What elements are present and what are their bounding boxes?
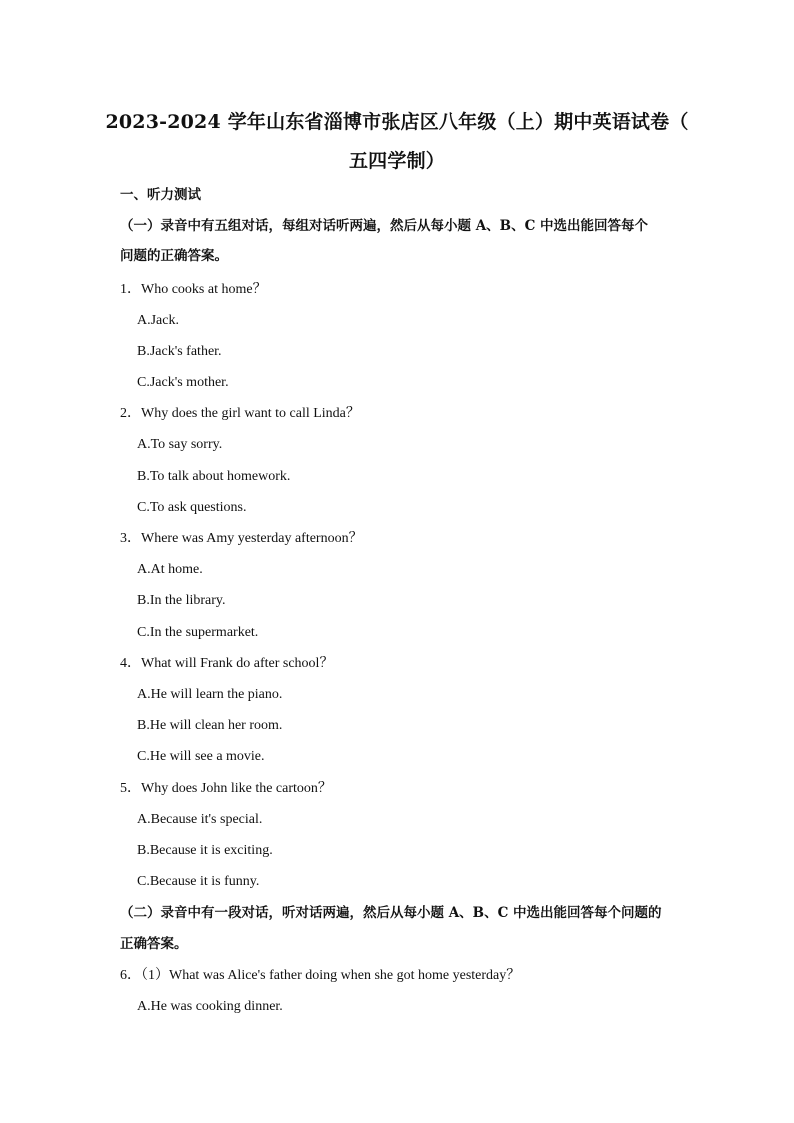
part2-instruction-cont: 正确答案。 [120, 936, 188, 952]
question-3: 3．Where was Amy yesterday afternoon？ [120, 531, 363, 546]
part1-instruction-cont: 问题的正确答案。 [120, 248, 228, 264]
question-2-option-b: B.To talk about homework. [137, 469, 291, 484]
question-2: 2．Why does the girl want to call Linda？ [120, 406, 360, 421]
question-3-option-b: B.In the library. [137, 593, 226, 608]
question-4-option-c: C.He will see a movie. [137, 749, 265, 764]
question-6: 6．（1）What was Alice's father doing when she got home yesterday？ [120, 968, 521, 983]
exam-title-line1: 2023-2024 学年山东省淄博市张店区八年级（上）期中英语试卷（ [105, 111, 689, 133]
question-2-option-c: C.To ask questions. [137, 500, 247, 515]
question-4-option-a: A.He will learn the piano. [137, 687, 283, 702]
part1-instruction: （一）录音中有五组对话，每组对话听两遍，然后从每小题 A、B、C 中选出能回答每个 [120, 218, 649, 234]
question-3-option-c: C.In the supermarket. [137, 625, 259, 640]
question-1-option-b: B.Jack's father. [137, 344, 222, 359]
question-4: 4．What will Frank do after school？ [120, 656, 334, 671]
section-heading-listening: 一、听力测试 [120, 187, 201, 203]
question-5: 5．Why does John like the cartoon？ [120, 781, 332, 796]
question-1: 1．Who cooks at home？ [120, 282, 267, 297]
question-6-option-a: A.He was cooking dinner. [137, 999, 283, 1014]
question-1-option-c: C.Jack's mother. [137, 375, 229, 390]
question-1-option-a: A.Jack. [137, 313, 179, 328]
question-5-option-b: B.Because it is exciting. [137, 843, 273, 858]
question-5-option-c: C.Because it is funny. [137, 874, 260, 889]
exam-title-line2: 五四学制） [348, 150, 445, 172]
question-3-option-a: A.At home. [137, 562, 203, 577]
question-2-option-a: A.To say sorry. [137, 437, 223, 452]
question-4-option-b: B.He will clean her room. [137, 718, 283, 733]
part2-instruction: （二）录音中有一段对话，听对话两遍，然后从每小题 A、B、C 中选出能回答每个问题的 [120, 905, 662, 921]
question-5-option-a: A.Because it's special. [137, 812, 263, 827]
